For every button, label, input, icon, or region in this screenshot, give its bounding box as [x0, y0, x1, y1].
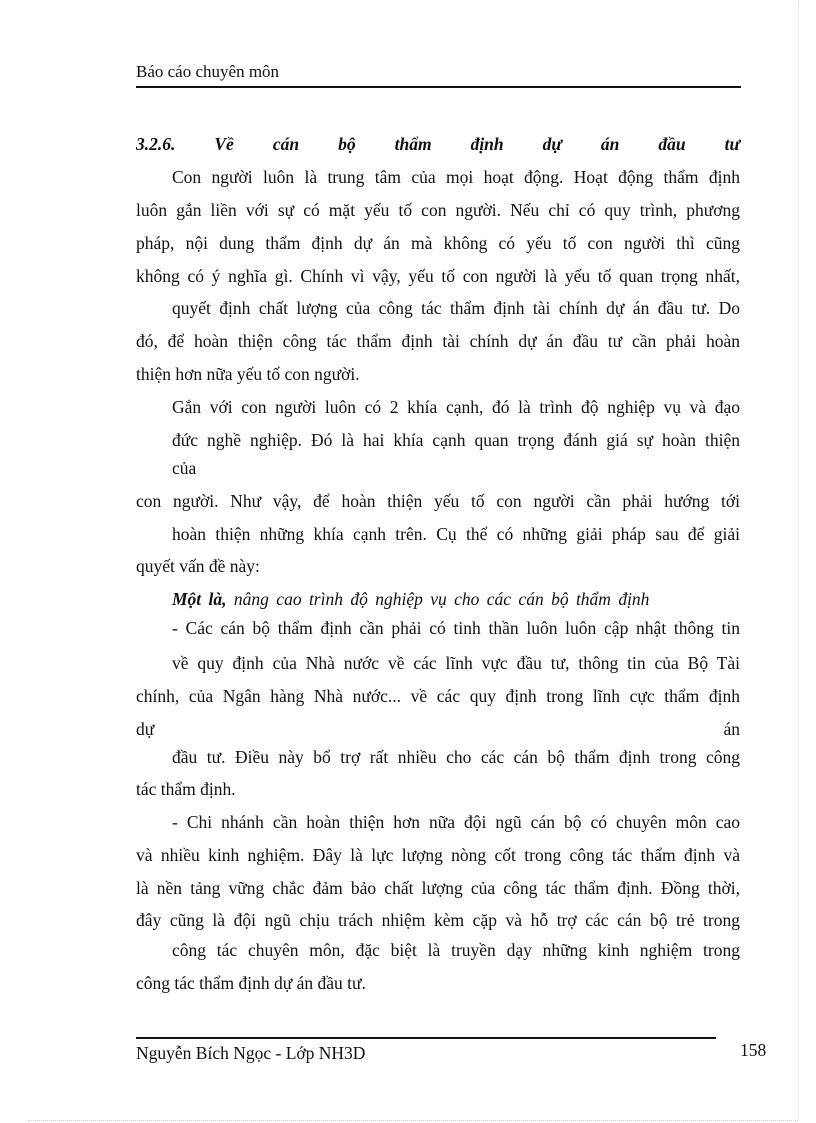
page-header	[136, 60, 741, 88]
solution-one-text: nâng cao trình độ nghiệp vụ cho các cán bộ thẩm định	[233, 589, 650, 609]
paragraph-line: pháp, nội dung thẩm định dự án mà không có yếu tố con người thì cũng	[136, 233, 740, 253]
paragraph-line: đó, để hoàn thiện công tác thẩm định tài chính dự án đầu tư cần phải hoàn	[136, 331, 740, 351]
paragraph-line: hoàn thiện những khía cạnh trên. Cụ thể có những giải pháp sau để giải	[172, 524, 740, 544]
paragraph-line: thiện hơn nữa yếu tố con người.	[136, 364, 360, 384]
solution-one-label: Một là,	[172, 589, 227, 609]
bullet-line: dự	[136, 719, 155, 739]
paragraph-line: Gắn với con người luôn có 2 khía cạnh, đó là trình độ nghiệp vụ và đạo	[172, 397, 740, 417]
page-number: 158	[740, 1040, 767, 1060]
paragraph-line: quyết vấn đề này:	[136, 556, 260, 576]
paragraph-line: con người. Như vậy, để hoàn thiện yếu tố con người cần phải hướng tới	[136, 491, 740, 511]
bullet-line: đây cũng là đội ngũ chịu trách nhiệm kèm cặp và hỗ trợ các cán bộ trẻ trong	[136, 910, 740, 930]
bullet-line: chính, của Ngân hàng Nhà nước... về các quy định trong lĩnh cực thẩm định	[136, 686, 740, 706]
paragraph-line: không có ý nghĩa gì. Chính vì vậy, yếu tố con người là yếu tố quan trọng nhất,	[136, 266, 740, 286]
solution-one-line	[172, 587, 740, 611]
bullet-line: tác thẩm định.	[136, 779, 236, 799]
section-heading: 3.2.6. Về cán bộ thẩm định dự án đầu tư	[136, 134, 740, 154]
paragraph-line: Con người luôn là trung tâm của mọi hoạt động. Hoạt động thẩm định	[172, 167, 740, 187]
bullet-line: đầu tư. Điều này bổ trợ rất nhiều cho các cán bộ thẩm định trong công	[172, 747, 740, 767]
bullet-line: về quy định của Nhà nước về các lĩnh vực đầu tư, thông tin của Bộ Tài	[172, 653, 740, 673]
page-edge-right	[798, 0, 799, 1120]
bullet-line: án	[723, 719, 740, 739]
header-title: Báo cáo chuyên môn	[136, 62, 280, 81]
paragraph-line: quyết định chất lượng của công tác thẩm định tài chính dự án đầu tư. Do	[172, 298, 740, 318]
bullet-line: công tác chuyên môn, đặc biệt là truyền dạy những kinh nghiệm trong	[172, 940, 740, 960]
footer-divider	[136, 1037, 716, 1039]
bullet-line: công tác thẩm định dự án đầu tư.	[136, 973, 366, 993]
bullet-line: và nhiều kinh nghiệm. Đây là lực lượng nòng cốt trong công tác thẩm định và	[136, 845, 740, 865]
footer-author: Nguyễn Bích Ngọc - Lớp NH3D	[136, 1043, 366, 1063]
paragraph-line: của	[172, 458, 197, 478]
paragraph-line: đức nghề nghiệp. Đó là hai khía cạnh quan trọng đánh giá sự hoàn thiện	[172, 430, 740, 450]
bullet-line: là nền tảng vững chắc đảm bảo chất lượng của công tác thẩm định. Đồng thời,	[136, 878, 740, 898]
bullet-line: - Các cán bộ thẩm định cần phải có tinh thần luôn luôn cập nhật thông tin	[172, 618, 740, 638]
bullet-line: - Chi nhánh cần hoàn thiện hơn nữa đội ngũ cán bộ có chuyên môn cao	[172, 812, 740, 832]
page-edge-bottom	[28, 1120, 798, 1121]
paragraph-line: luôn gắn liền với sự có mặt yếu tố con người. Nếu chỉ có quy trình, phương	[136, 200, 740, 220]
